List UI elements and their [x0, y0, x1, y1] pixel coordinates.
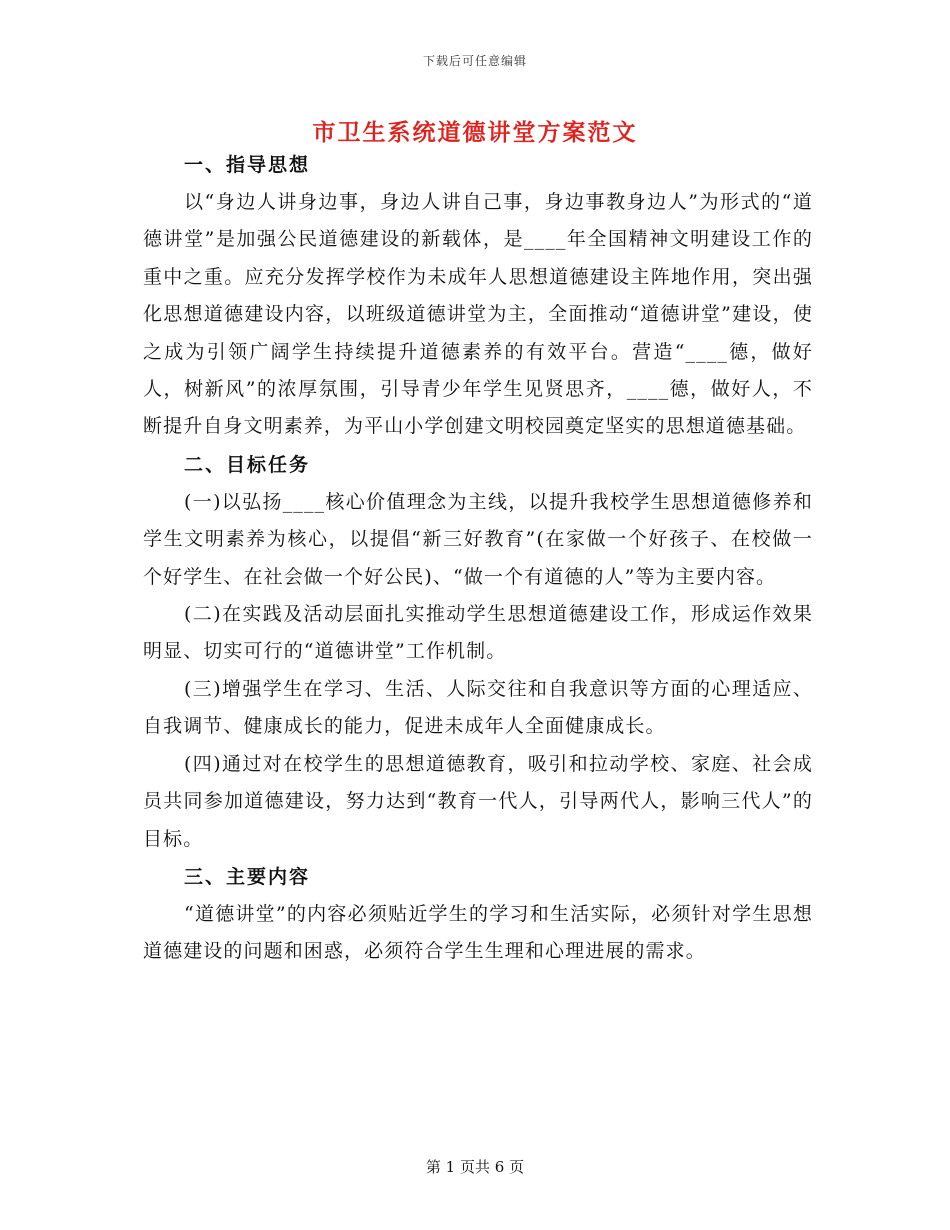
- paragraph: “道德讲堂”的内容必须贴近学生的学习和生活实际，必须针对学生思想道德建设的问题和困惑，必须符合学生生理和心理进展的需求。: [143, 902, 813, 963]
- document-title: 市卫生系统道德讲堂方案范文: [312, 119, 638, 146]
- section-heading: 二、目标任务: [184, 453, 311, 476]
- paragraph: (四)通过对在校学生的思想道德教育，吸引和拉动学校、家庭、社会成员共同参加道德建设，努力达到“教育一代人，引导两代人，影响三代人”的目标。: [143, 752, 813, 850]
- paragraph: 以“身边人讲身边事，身边人讲自己事，身边事教身边人”为形式的“道德讲堂”是加强公民道德建设的新载体，是____年全国精神文明建设工作的重中之重。应充分发挥学校作为未成年人思想道德建设主阵地作用，突出强化思想道德建设内容，以班级道德讲堂为主，全面推动“道德讲堂”建设，使之成为引领广阔学生持续提升道德素养的有效平台。营造“____德，做好人，树新风”的浓厚氛围，引导青少年学生见贤思齐，____德，做好人，不断提升自身文明素养，为平山小学创建文明校园奠定坚实的思想道德基础。: [143, 191, 813, 438]
- section-heading: 一、指导思想: [184, 154, 311, 176]
- paragraph: (一)以弘扬____核心价值理念为主线，以提升我校学生思想道德修养和学生文明素养为核心，以提倡“新三好教育”(在家做一个好孩子、在校做一个好学生、在社会做一个好公民)、“做一个有道德的人”等为主要内容。: [143, 490, 813, 588]
- page-indicator: 第 1 页共 6 页: [425, 1158, 525, 1176]
- section-heading: 三、主要内容: [184, 865, 311, 888]
- paragraph: (三)增强学生在学习、生活、人际交往和自我意识等方面的心理适应、自我调节、健康成长的能力，促进未成年人全面健康成长。: [143, 677, 813, 738]
- section-guiding-ideology: [143, 146, 813, 446]
- header-note: 下载后可任意编辑: [422, 54, 527, 68]
- section-goals-tasks: [143, 446, 813, 858]
- document-body: [143, 146, 813, 971]
- section-main-content: [143, 858, 813, 971]
- paragraph: (二)在实践及活动层面扎实推动学生思想道德建设工作，形成运作效果明显、切实可行的“道德讲堂”工作机制。: [143, 603, 813, 663]
